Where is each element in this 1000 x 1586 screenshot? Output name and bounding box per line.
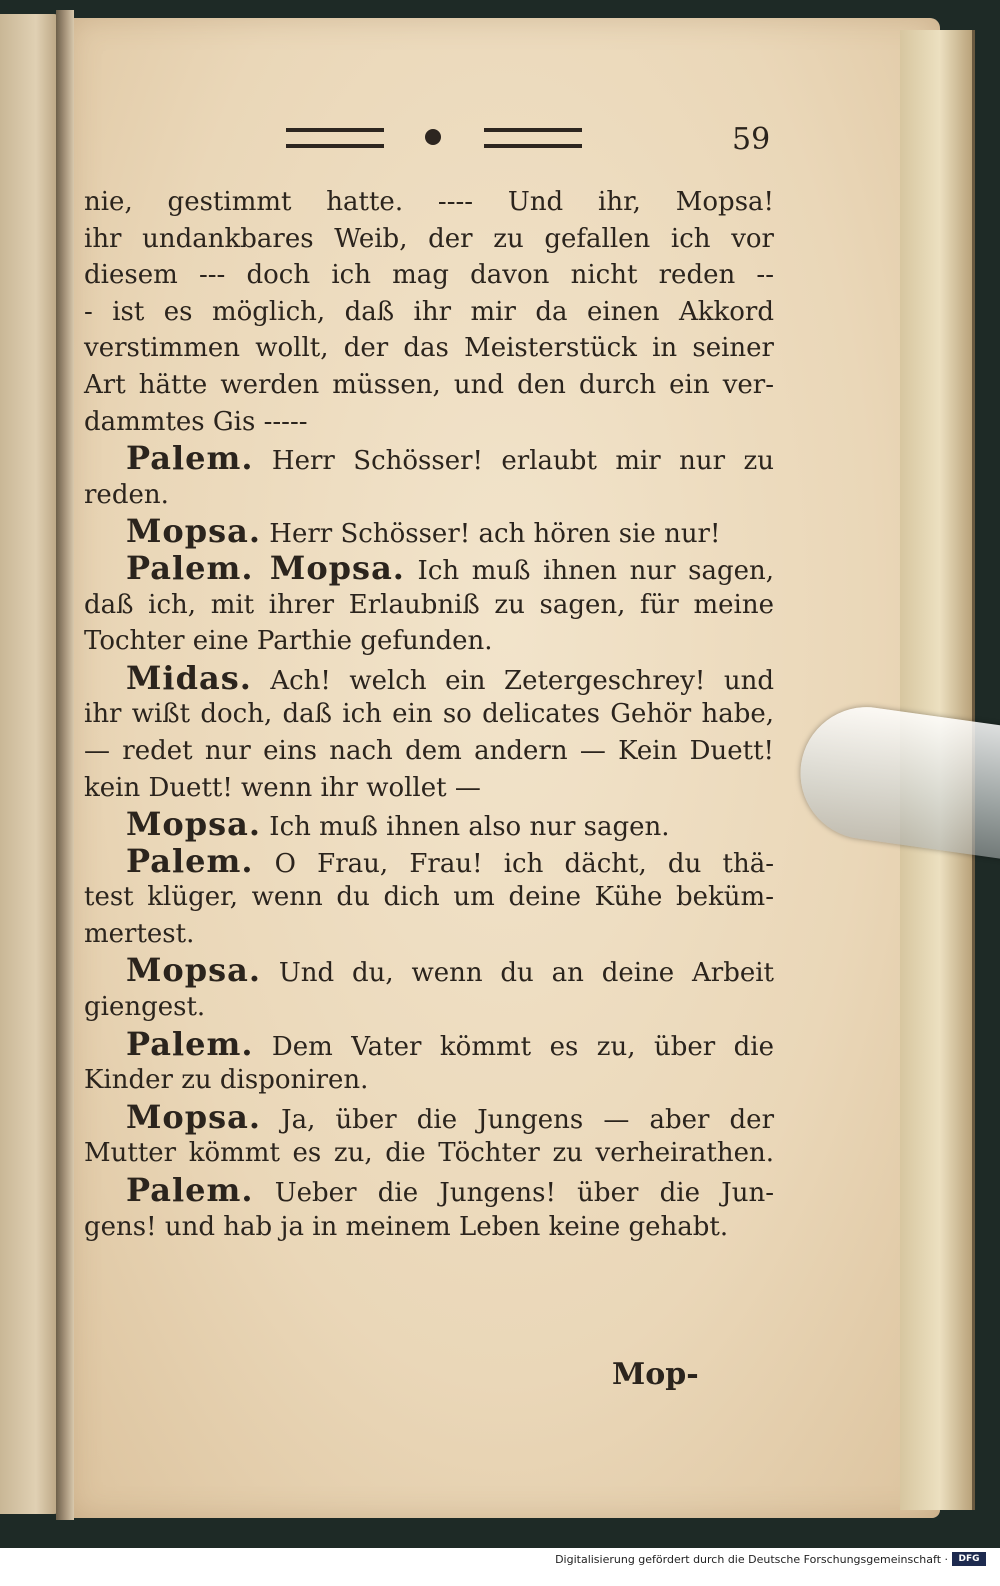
line-text: test klüger, wenn du dich um deine Kühe beküm- [84,882,774,913]
header-rule-left [286,128,384,148]
speaker-name: Mopsa. [126,805,262,844]
line-text: Tochter eine Parthie gefunden. [84,626,493,657]
line-text: Ja, über die Jungens — aber der [261,1104,774,1135]
dfg-logo: DFG [952,1552,986,1566]
line-text: dammtes Gis ----- [84,406,308,437]
line-text: Herr Schösser! ach hören sie nur! [261,519,721,550]
line-text: ihr undankbares Weib, der zu gefallen ich vor [84,223,774,254]
line-text: Art hätte werden müssen, und den durch ein ver- [84,369,774,400]
text-line [84,184,774,221]
line-text: diesem --- doch ich mag davon nicht reden -- [84,260,774,291]
line-text: Mutter kömmt es zu, die Töchter zu verheirathen. [84,1138,774,1169]
line-text: Dem Vater kömmt es zu, über die [253,1031,774,1062]
line-text: — redet nur eins nach dem andern — Kein Duett! [84,735,774,766]
line-text: gens! und hab ja in meinem Leben keine gehabt. [84,1211,729,1242]
book-gutter [56,10,74,1520]
text-line [84,1026,774,1063]
line-text: daß ich, mit ihrer Erlaubniß zu sagen, für meine [84,589,774,620]
text-line [84,1172,774,1209]
speaker-name: Palem. [126,1024,254,1063]
speaker-name: Mopsa. [126,951,262,990]
text-line [84,952,774,989]
catchword: Mop- [612,1357,699,1392]
speaker-name: Palem. Mopsa. [126,548,405,587]
line-text: giengest. [84,992,206,1023]
text-line [84,330,774,367]
line-text: O Frau, Frau! ich dächt, du thä- [253,848,774,879]
text-line [84,221,774,258]
text-line [84,440,774,477]
text-line [84,806,774,843]
page-number: 59 [732,122,771,157]
text-line [84,1099,774,1136]
text-line [84,404,774,441]
text-line [84,989,774,1026]
speaker-name: Palem. [126,1171,254,1210]
line-text: Ach! welch ein Zetergeschrey! und [251,665,774,696]
line-text: Ueber die Jungens! über die Jun- [253,1178,774,1209]
speaker-name: Midas. [126,658,252,697]
text-line [84,623,774,660]
text-line [84,1062,774,1099]
line-text: nie, gestimmt hatte. ---- Und ihr, Mopsa! [84,187,774,217]
text-line [84,550,774,587]
line-text: verstimmen wollt, der das Meisterstück in seiner [84,333,774,364]
text-line [84,477,774,514]
line-text: Kinder zu disponiren. [84,1065,369,1096]
speaker-name: Palem. [126,439,254,478]
line-text: kein Duett! wenn ihr wollet — [84,772,481,803]
text-line [84,1135,774,1172]
header-ornament-dot [425,129,441,145]
text-line [84,1209,774,1246]
line-text: Ich muß ihnen nur sagen, [404,555,774,586]
text-line [84,916,774,953]
line-text: reden. [84,479,169,510]
header-rule-right [484,128,582,148]
body-text [84,184,774,1245]
line-text: ihr wißt doch, daß ich ein so delicates Gehör habe, [84,699,774,730]
line-text: - ist es möglich, daß ihr mir da einen Akkord [84,296,774,327]
text-line [84,587,774,624]
text-line [84,733,774,770]
text-line [84,660,774,697]
text-line [84,257,774,294]
text-line [84,294,774,331]
speaker-name: Palem. [126,841,254,880]
speaker-name: Mopsa. [126,1097,262,1136]
line-text: Und du, wenn du an deine Arbeit [261,958,774,989]
speaker-name: Mopsa. [126,512,262,551]
text-line [84,843,774,880]
line-text: mertest. [84,918,195,949]
line-text: Ich muß ihnen also nur sagen. [261,812,670,843]
text-line [84,513,774,550]
text-line [84,879,774,916]
text-line [84,770,774,807]
footer-credit: Digitalisierung gefördert durch die Deutsche Forschungsgemeinschaft · [555,1553,948,1566]
previous-page-edge [0,14,60,1514]
text-line [84,367,774,404]
text-line [84,696,774,733]
line-text: Herr Schösser! erlaubt mir nur zu [253,446,774,477]
